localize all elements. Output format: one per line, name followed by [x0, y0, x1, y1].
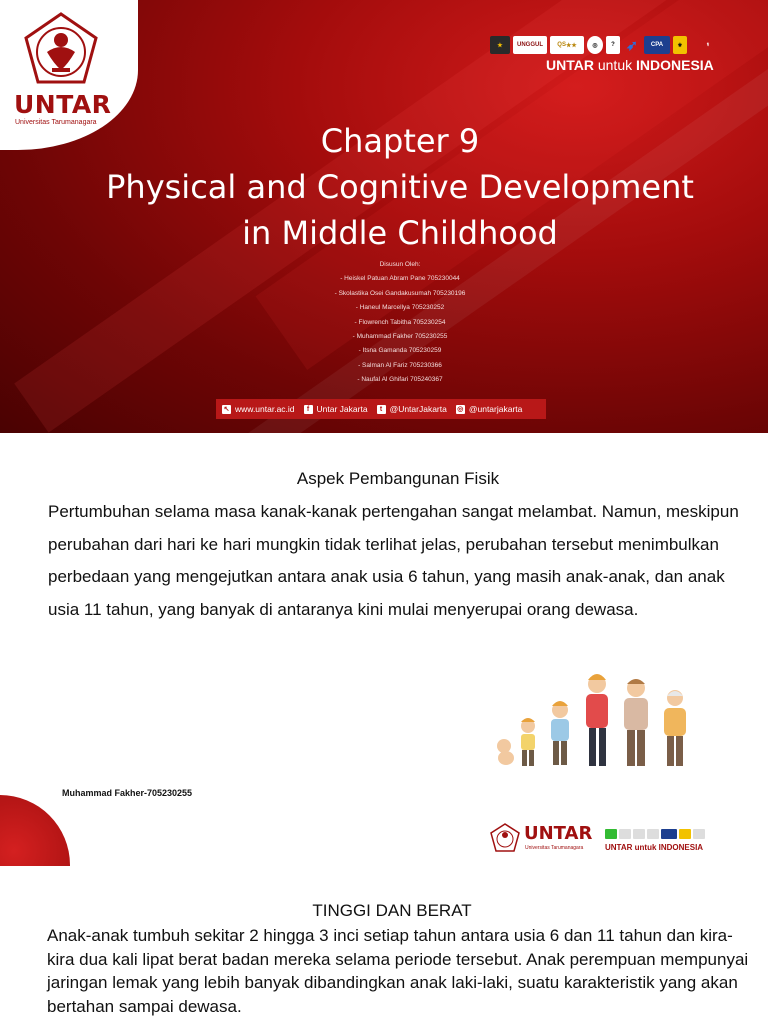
instagram-icon: ◎ — [457, 406, 464, 413]
facebook-label: Untar Jakarta — [316, 404, 368, 414]
footer-badges-icon — [605, 829, 705, 839]
author-item: - Haneul Marcellya 705230252 — [355, 304, 445, 312]
decorative-circle — [0, 795, 70, 866]
kemdikbud-badge-icon: ★ — [490, 36, 510, 54]
title-line: Physical and Cognitive Development — [106, 168, 694, 206]
unggul-badge: UNGGUL — [513, 36, 547, 54]
twitter-icon: t — [377, 405, 386, 414]
accreditation-badges — [490, 36, 726, 54]
iso-badge-icon: ◎ — [587, 36, 603, 54]
authors-heading: Disusun Oleh: — [379, 261, 421, 268]
footer-untar-logo: UNTAR — [524, 823, 593, 844]
author-item: - Itsna Gamanda 705230259 — [358, 347, 442, 355]
footer-untar-subtitle: Universitas Tarumanagara — [525, 845, 584, 851]
website-label: www.untar.ac.id — [235, 404, 295, 414]
slide-body-text: Anak-anak tumbuh sekitar 2 hingga 3 inci setiap tahun antara usia 6 dan 11 tahun dan kira-kira dua kali lipat berat badan mereka selama periode tersebut. Anak perempuan mempunyai jaringan lemak yang lebih banyak dibandingkan anak laki-laki, suatu karakteristik yang akan bertahan sampai dewasa. — [47, 926, 749, 1016]
slide-heading: Aspek Pembangunan Fisik — [296, 469, 500, 488]
twitter-link[interactable] — [377, 404, 447, 414]
cpa-badge: CPA — [644, 36, 670, 54]
social-bar — [216, 399, 546, 419]
cursor-icon: ↖ — [223, 406, 230, 413]
author-item: - Naufal Al Ghifari 705240367 — [357, 376, 443, 384]
slide-author: Muhammad Fakher-705230255 — [62, 788, 193, 798]
instagram-label: @untarjakarta — [468, 404, 523, 414]
instagram-link[interactable] — [456, 404, 523, 414]
author-item: - Muhammad Fakher 705230255 — [352, 333, 448, 341]
footer-slogan: UNTAR untuk INDONESIA — [605, 843, 704, 852]
slogan: UNTAR untuk INDONESIA — [546, 57, 714, 73]
qs-stars-badge: QS ★★ — [550, 36, 584, 54]
untar-seal-icon — [22, 12, 100, 86]
title-line: in Middle Childhood — [242, 214, 558, 252]
author-item: - Flowrench Tabitha 705230254 — [354, 318, 446, 326]
physical-development-slide — [0, 433, 768, 866]
untar-logo-text: UNTAR — [14, 90, 112, 119]
slide-heading: TINGGI DAN BERAT — [312, 901, 472, 920]
title-slide — [0, 0, 768, 433]
untar-seal-icon — [490, 823, 520, 853]
authors-list — [250, 258, 550, 388]
author-item: - Heiskel Patuan Abram Pane 705230044 — [340, 275, 460, 283]
footer-logos — [490, 823, 760, 855]
title-line: Chapter 9 — [320, 122, 480, 160]
growth-stages-illustration — [490, 658, 700, 773]
website-link[interactable] — [222, 404, 295, 414]
seal-badge-icon: ⚜ — [673, 36, 687, 54]
accountant-badge-icon: ⚕ — [706, 42, 710, 48]
slide-body-text: Pertumbuhan selama masa kanak-kanak pertengahan sangat melambat. Namun, meskipun perubahan dari hari ke hari mungkin tidak terlihat jelas, perubahan tersebut menimbulkan perbedaan yang mengejutkan antara anak usia 6 tahun, yang masih anak-anak, dan anak usia 11 tahun, yang banyak di antaranya kini mulai menyerupai orang dewasa. — [48, 502, 739, 619]
facebook-icon: f — [304, 405, 313, 414]
kite-logo-icon: ➶ — [626, 36, 638, 53]
height-weight-slide — [0, 866, 768, 1024]
untar-logo-subtitle: Universitas Tarumanagara — [15, 119, 97, 126]
twitter-label: @UntarJakarta — [389, 404, 447, 414]
certification-badge-icon: ? — [606, 36, 620, 54]
slide-title — [40, 118, 760, 256]
author-item: - Salman Al Fariz 705230366 — [358, 361, 442, 369]
author-item: - Skolastika Osei Gandakusumah 705230196 — [334, 289, 466, 297]
facebook-link[interactable] — [304, 404, 368, 414]
